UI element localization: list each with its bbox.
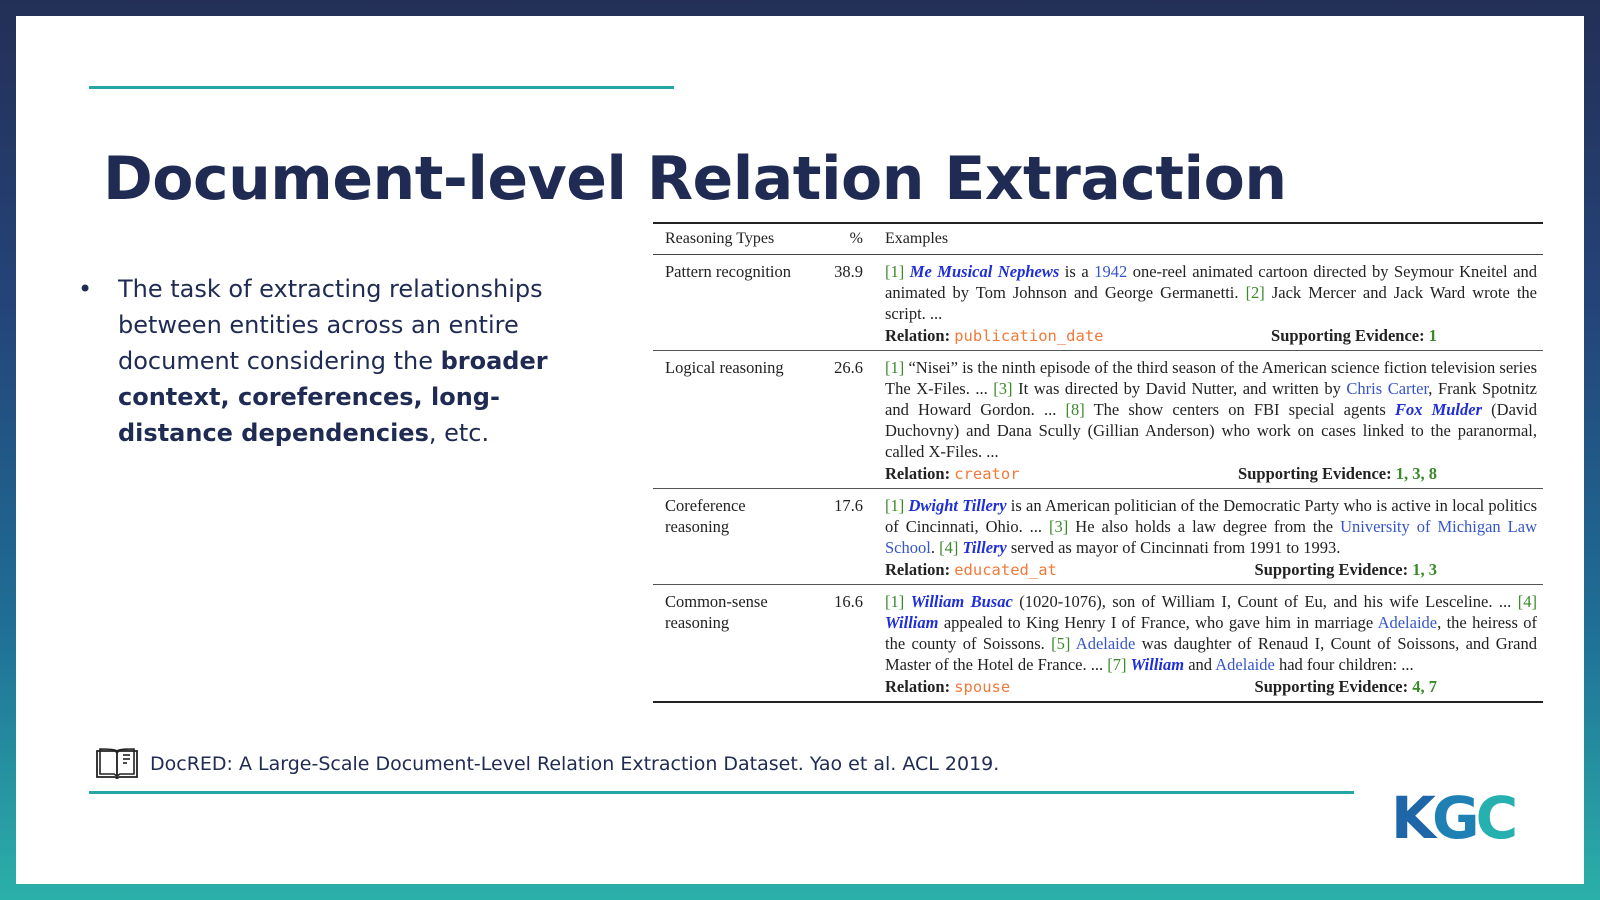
example-cell <box>873 351 1543 489</box>
relation <box>885 325 1104 347</box>
table-row <box>653 585 1543 703</box>
header-reasoning-types: Reasoning Types <box>653 223 818 255</box>
sentence-index: [4] <box>939 538 963 557</box>
head-entity: William Busac <box>910 592 1013 611</box>
top-accent-rule <box>89 86 674 89</box>
evidence-label: Supporting Evidence: <box>1254 560 1413 579</box>
relation-row <box>885 463 1537 485</box>
relation-row <box>885 325 1537 347</box>
head-entity: Fox Mulder <box>1394 400 1483 419</box>
sentence-index: [2] <box>1245 283 1265 302</box>
evidence-label: Supporting Evidence: <box>1271 326 1429 345</box>
relation <box>885 676 1010 698</box>
example-segment: The show centers on FBI special agents <box>1084 400 1395 419</box>
tail-entity: Chris Carter <box>1346 379 1429 398</box>
example-segment: . <box>930 538 940 557</box>
docred-examples-figure <box>643 222 1563 744</box>
reasoning-types-table <box>653 222 1543 703</box>
example-segment: and <box>1184 655 1216 674</box>
logo-letter-k: K <box>1391 784 1432 852</box>
example-segment: (1020-1076), son of William I, Count of Eu, and his wife Lesceline. ... <box>1012 592 1518 611</box>
reasoning-percent: 26.6 <box>818 351 873 489</box>
head-entity: Tillery <box>962 538 1007 557</box>
example-segment: , Frank Spotnitz and Howard Gordon. ... <box>885 379 1537 419</box>
evidence-values: 1, 3 <box>1412 560 1437 579</box>
relation-name: spouse <box>954 678 1011 696</box>
sentence-index: [1] <box>885 592 911 611</box>
evidence-label: Supporting Evidence: <box>1238 464 1396 483</box>
example-text <box>885 357 1537 462</box>
example-segment: served as mayor of Cincinnati from 1991 to 1993. <box>1006 538 1341 557</box>
example-segment: He also holds a law degree from the <box>1068 517 1341 536</box>
example-cell <box>873 585 1543 703</box>
example-segment: It was directed by David Nutter, and written by <box>1012 379 1347 398</box>
relation-name: educated_at <box>954 561 1057 579</box>
relation-name: publication_date <box>954 327 1104 345</box>
head-entity: Dwight Tillery <box>908 496 1007 515</box>
bullet-text-post: , etc. <box>428 419 490 447</box>
supporting-evidence <box>1271 325 1437 347</box>
reasoning-type: Common-sense reasoning <box>653 585 818 703</box>
example-segment: one-reel animated cartoon directed by Seymour Kneitel and animated by Tom Johnson and George Germanetti. <box>885 262 1537 302</box>
bullet-dot-icon: • <box>78 275 93 303</box>
reasoning-percent: 16.6 <box>818 585 873 703</box>
supporting-evidence <box>1238 463 1437 485</box>
reasoning-percent: 38.9 <box>818 255 873 351</box>
table-row <box>653 351 1543 489</box>
logo-letter-c: C <box>1475 784 1515 852</box>
sentence-index: [1] <box>885 262 910 281</box>
relation <box>885 463 1020 485</box>
head-entity: William <box>1130 655 1185 674</box>
example-cell <box>873 255 1543 351</box>
sentence-index: [1] <box>885 496 909 515</box>
example-text <box>885 261 1537 324</box>
evidence-label: Supporting Evidence: <box>1254 677 1413 696</box>
sentence-index: [3] <box>1049 517 1069 536</box>
table-header-row <box>653 223 1543 255</box>
head-entity: Me Musical Nephews <box>909 262 1060 281</box>
example-segment: is an American politician of the Democratic Party who is active in local politics of Cincinnati, Ohio. ... <box>885 496 1537 536</box>
relation-label: Relation: <box>885 464 955 483</box>
evidence-values: 1 <box>1428 326 1437 345</box>
relation <box>885 559 1057 581</box>
tail-entity: Adelaide <box>1377 613 1438 632</box>
relation-label: Relation: <box>885 677 955 696</box>
bullet-item <box>64 271 584 451</box>
sentence-index: [7] <box>1107 655 1131 674</box>
tail-entity: 1942 <box>1094 262 1128 281</box>
example-segment: (David Duchovny) and Dana Scully (Gillian Anderson) who work on cases linked to the paranormal, called X-Files. ... <box>885 400 1537 461</box>
sentence-index: [4] <box>1517 592 1537 611</box>
kgc-logo <box>1391 784 1514 852</box>
table-body <box>653 255 1543 703</box>
reasoning-type: Logical reasoning <box>653 351 818 489</box>
sentence-index: [8] <box>1065 400 1085 419</box>
bullet-list <box>64 271 584 451</box>
relation-row <box>885 559 1537 581</box>
example-segment: “Nisei” is the ninth episode of the third season of the American science fiction television series The X-Files. ... <box>885 358 1537 398</box>
bullet-text-pre: The task of extracting relationships between entities across an entire document considering the <box>118 275 543 375</box>
example-segment: had four children: ... <box>1274 655 1414 674</box>
table-row <box>653 255 1543 351</box>
tail-entity: Adelaide <box>1075 634 1136 653</box>
relation-label: Relation: <box>885 326 955 345</box>
example-segment: , the heiress of the county of Soissons. <box>885 613 1537 653</box>
supporting-evidence <box>1255 676 1437 698</box>
reasoning-percent: 17.6 <box>818 489 873 585</box>
tail-entity: Adelaide <box>1215 655 1275 674</box>
relation-row <box>885 676 1537 698</box>
citation <box>94 746 999 782</box>
reasoning-type: Coreference reasoning <box>653 489 818 585</box>
bottom-accent-rule <box>89 791 1354 794</box>
example-cell <box>873 489 1543 585</box>
bullet-text-bold: broader context, coreferences, long-distance dependencies <box>118 347 548 447</box>
slide-title: Document-level Relation Extraction <box>103 144 1287 214</box>
reasoning-type: Pattern recognition <box>653 255 818 351</box>
sentence-index: [1] <box>885 358 905 377</box>
slide <box>16 16 1584 884</box>
citation-text: DocRED: A Large-Scale Document-Level Relation Extraction Dataset. Yao et al. ACL 2019. <box>150 753 1000 775</box>
evidence-values: 1, 3, 8 <box>1395 464 1437 483</box>
supporting-evidence <box>1255 559 1437 581</box>
logo-letter-g: G <box>1431 784 1476 852</box>
example-segment: is a <box>1059 262 1095 281</box>
head-entity: William <box>885 613 939 632</box>
sentence-index: [5] <box>1051 634 1076 653</box>
header-percent: % <box>818 223 873 255</box>
table-row <box>653 489 1543 585</box>
tail-entity: University of Michigan Law School <box>885 517 1537 557</box>
header-examples: Examples <box>873 223 1543 255</box>
example-segment: was daughter of Renaud I, Count of Soissons, and Grand Master of the Hotel de France. ... <box>885 634 1537 674</box>
open-book-icon <box>94 746 140 782</box>
example-text <box>885 495 1537 558</box>
example-segment: appealed to King Henry I of France, who gave him in marriage <box>938 613 1378 632</box>
example-segment: Jack Mercer and Jack Ward wrote the script. ... <box>885 283 1537 323</box>
relation-label: Relation: <box>885 560 955 579</box>
relation-name: creator <box>954 465 1020 483</box>
example-text <box>885 591 1537 675</box>
sentence-index: [3] <box>993 379 1013 398</box>
evidence-values: 4, 7 <box>1412 677 1437 696</box>
